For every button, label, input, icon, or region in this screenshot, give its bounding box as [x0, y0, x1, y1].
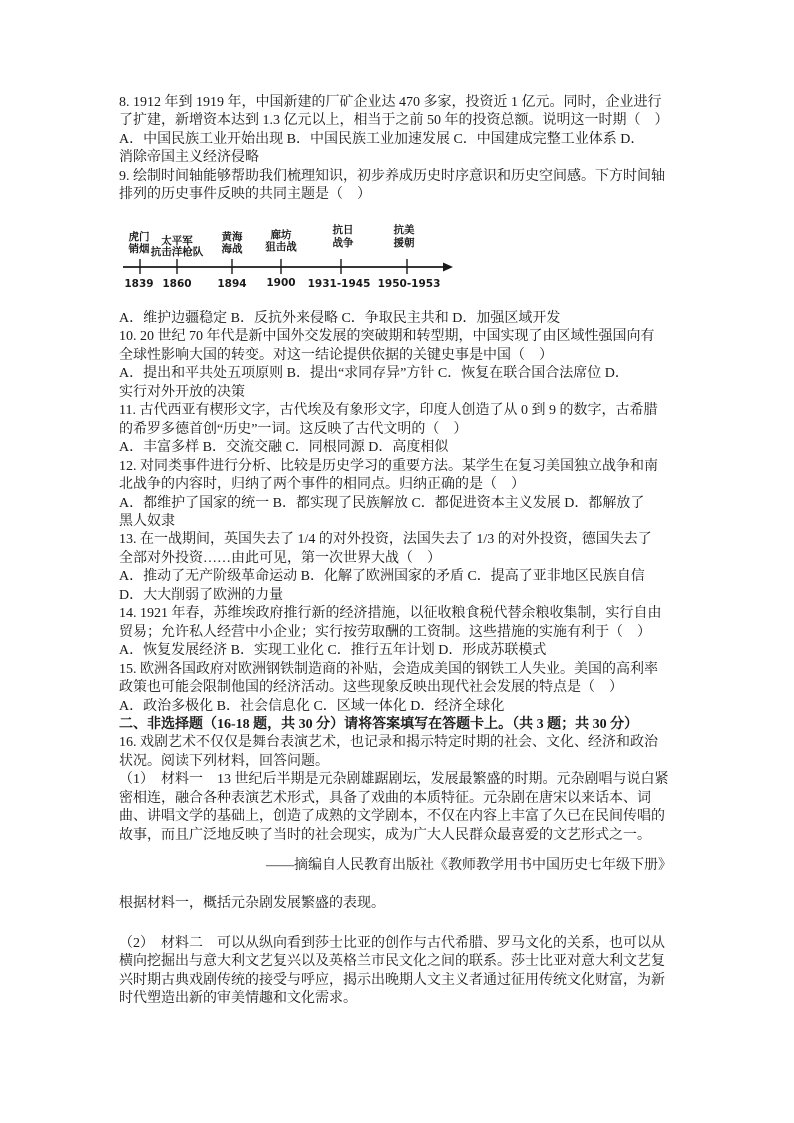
- material-1-line: （1） 材料一 13 世纪后半期是元杂剧雄踞剧坛，发展最繁盛的时期。元杂剧唱与说白紧: [119, 772, 669, 788]
- question-8-option-line: A．中国民族工业开始出现 B．中国民族工业加速发展 C．中国建成完整工业体系 D．: [119, 131, 645, 147]
- question-11-stem-line: 11. 古代西亚有楔形文字，古代埃及有象形文字，印度人创造了从 0 到 9 的数字，古希腊: [119, 403, 658, 419]
- question-16-stem-line: 16. 戏剧艺术不仅仅是舞台表演艺术，也记录和揭示特定时期的社会、文化、经济和政治: [119, 735, 658, 751]
- timeline-event-label: 黄海: [221, 231, 243, 243]
- material-2-line: 横向挖掘出与意大利文艺复兴以及英格兰市民文化之间的联系。莎士比亚对意大利文艺复: [119, 954, 665, 970]
- timeline-event-label: 海战: [221, 243, 243, 255]
- question-15-option-line: A．政治多极化 B．社会信息化 C．区域一体化 D．经济全球化: [119, 698, 505, 714]
- block-questions-9-16: [119, 310, 675, 845]
- question-14: [119, 605, 675, 660]
- question-15: [119, 661, 675, 716]
- question-11-stem-line: 的希罗多德首创“历史”一词。这反映了古代文明的（ ）: [119, 421, 468, 437]
- timeline-year: 1950-1953: [377, 278, 441, 290]
- question-10-stem-line: 10. 20 世纪 70 年代是新中国外交发展的突破期和转型期，中国实现了由区域性强国向有: [119, 329, 655, 345]
- question-12-option-line: A．都维护了国家的统一 B．都实现了民族解放 C．都促进资本主义发展 D．都解放了: [119, 495, 645, 511]
- question-16: [119, 734, 675, 845]
- timeline-event-label: 虎门: [128, 231, 150, 243]
- question-14-stem-line: 贸易；允许私人经营中小企业；实行按劳取酬的工资制。这些措施的实施有利于（ ）: [119, 624, 651, 640]
- question-12-stem-line: 北战争的内容时，归纳了两个事件的相同点。归纳正确的是（ ）: [119, 477, 525, 493]
- question-12: [119, 458, 675, 532]
- question-12-stem-line: 12. 对同类事件进行分析、比较是历史学习的重要方法。某学生在复习美国独立战争和南: [119, 458, 658, 474]
- timeline-year: 1839: [124, 278, 154, 290]
- material-1-source: ——摘编自人民教育出版社《教师教学用书中国历史七年级下册》: [266, 858, 672, 873]
- question-9-option-line: A．维护边疆稳定 B．反抗外来侵略 C．争取民主共和 D．加强区域开发: [119, 311, 561, 326]
- section-2-heading: 二、非选择题（16-18 题，共 30 分）请将答案填写在答题卡上。（共 3 题；共 30 分）: [119, 716, 639, 732]
- material-1-line: 曲、讲唱文学的基础上，创造了成熟的文学剧本，不仅在内容上丰富了久已在民间传唱的: [119, 809, 665, 825]
- question-16-material-2: [119, 935, 675, 1009]
- question-16-stem-line: 状况。阅读下列材料，回答问题。: [119, 753, 329, 769]
- timeline-event-label: 狙击战: [265, 241, 297, 253]
- material-2-line: 兴时期古典戏剧传统的接受与呼应，揭示出晚期人文主义者通过征用传统文化财富，为新: [119, 972, 665, 988]
- question-11: [119, 402, 675, 457]
- question-9: [119, 168, 675, 205]
- timeline-event-label: 销烟: [128, 243, 150, 255]
- question-9-stem-line: 排列的历史事件反映的共同主题是（ ）: [119, 187, 371, 203]
- timeline-event-label: 抗击洋枪队: [150, 246, 204, 258]
- timeline-event-label: 抗美: [393, 224, 415, 236]
- question-13-stem-line: 13. 在一战期间，英国失去了 1/4 的对外投资，法国失去了 1/3 的对外投资，德国失去了: [119, 532, 652, 548]
- timeline-event-label: 廊坊: [270, 229, 292, 241]
- timeline-year: 1860: [162, 278, 192, 290]
- part-1-question-block: [119, 895, 675, 913]
- material-1-source-block: [119, 857, 675, 875]
- question-15-stem-line: 政策也可能会限制他国的经济活动。这些现象反映出现代社会发展的特点是（ ）: [119, 680, 623, 696]
- question-13-option-line: D．大大削弱了欧洲的力量: [119, 587, 284, 603]
- question-8-option-line: 消除帝国主义经济侵略: [119, 150, 259, 166]
- question-10-option-line: A．提出和平共处五项原则 B．提出“求同存异”方针 C．恢复在联合国合法席位 D．: [119, 366, 629, 382]
- question-12-option-line: 黑人奴隶: [119, 513, 175, 529]
- timeline-event-label: 战争: [332, 237, 354, 249]
- material-1-line: 故事，而且广泛地反映了当时的社会现实，成为广大人民群众最喜爱的文艺形式之一。: [119, 827, 651, 843]
- timeline-event-label: 太平军: [161, 235, 193, 247]
- question-13-stem-line: 全部对外投资……由此可见，第一次世界大战（ ）: [119, 550, 441, 566]
- material-1-line: 密相连，融合各种表演艺术形式，具备了戏曲的本质特征。元杂剧在唐宋以来话本、词: [119, 790, 651, 806]
- timeline-event-label: 援朝: [393, 237, 415, 249]
- part-1-question: 根据材料一，概括元杂剧发展繁盛的表现。: [119, 896, 385, 911]
- question-13: [119, 531, 675, 605]
- question-9-stem-line: 9. 绘制时间轴能够帮助我们梳理知识，初步养成历史时序意识和历史空间感。下方时间轴: [119, 168, 665, 184]
- question-13-option-line: A．推动了无产阶级革命运动 B．化解了欧洲国家的矛盾 C．提高了亚非地区民族自信: [119, 569, 645, 585]
- question-15-stem-line: 15. 欧洲各国政府对欧洲钢铁制造商的补贴，会造成美国的钢铁工人失业。美国的高利率: [119, 661, 658, 677]
- timeline-year: 1931-1945: [307, 278, 371, 290]
- block-questions-8-9: [119, 94, 675, 205]
- timeline-figure: [119, 218, 459, 298]
- question-9-options: [119, 310, 675, 328]
- timeline-year: 1900: [266, 277, 296, 289]
- question-8-stem-line: 8. 1912 年到 1919 年，中国新建的厂矿企业达 470 多家，投资近 1 亿元。同时，企业进行: [119, 95, 662, 110]
- question-10-option-line: 实行对外开放的决策: [119, 384, 245, 400]
- timeline-event-label: 抗日: [332, 224, 354, 236]
- question-14-option-line: A．恢复发展经济 B．实现工业化 C．推行五年计划 D．形成苏联模式: [119, 643, 547, 659]
- question-11-option-line: A．丰富多样 B．交流交融 C．同根同源 D．高度相似: [119, 440, 449, 456]
- question-8-stem-line: 了扩建，新增资本达到 1.3 亿元以上，相当于之前 50 年的投资总额。说明这一时期（ ）: [119, 113, 669, 129]
- question-16-material-1: [119, 771, 675, 845]
- material-2-line: （2） 材料二 可以从纵向看到莎士比亚的创作与古代希腊、罗马文化的关系，也可以从: [119, 936, 665, 951]
- question-10: [119, 328, 675, 402]
- timeline-year: 1894: [217, 278, 247, 290]
- question-10-stem-line: 全球性影响大国的转变。对这一结论提供依据的关键史事是中国（ ）: [119, 347, 553, 363]
- question-8: [119, 94, 675, 168]
- material-2-line: 时代塑造出新的审美情趣和文化需求。: [119, 991, 357, 1007]
- timeline-arrow-icon: [443, 263, 453, 272]
- question-14-stem-line: 14. 1921 年春，苏维埃政府推行新的经济措施，以征收粮食税代替余粮收集制，实行自由: [119, 606, 662, 622]
